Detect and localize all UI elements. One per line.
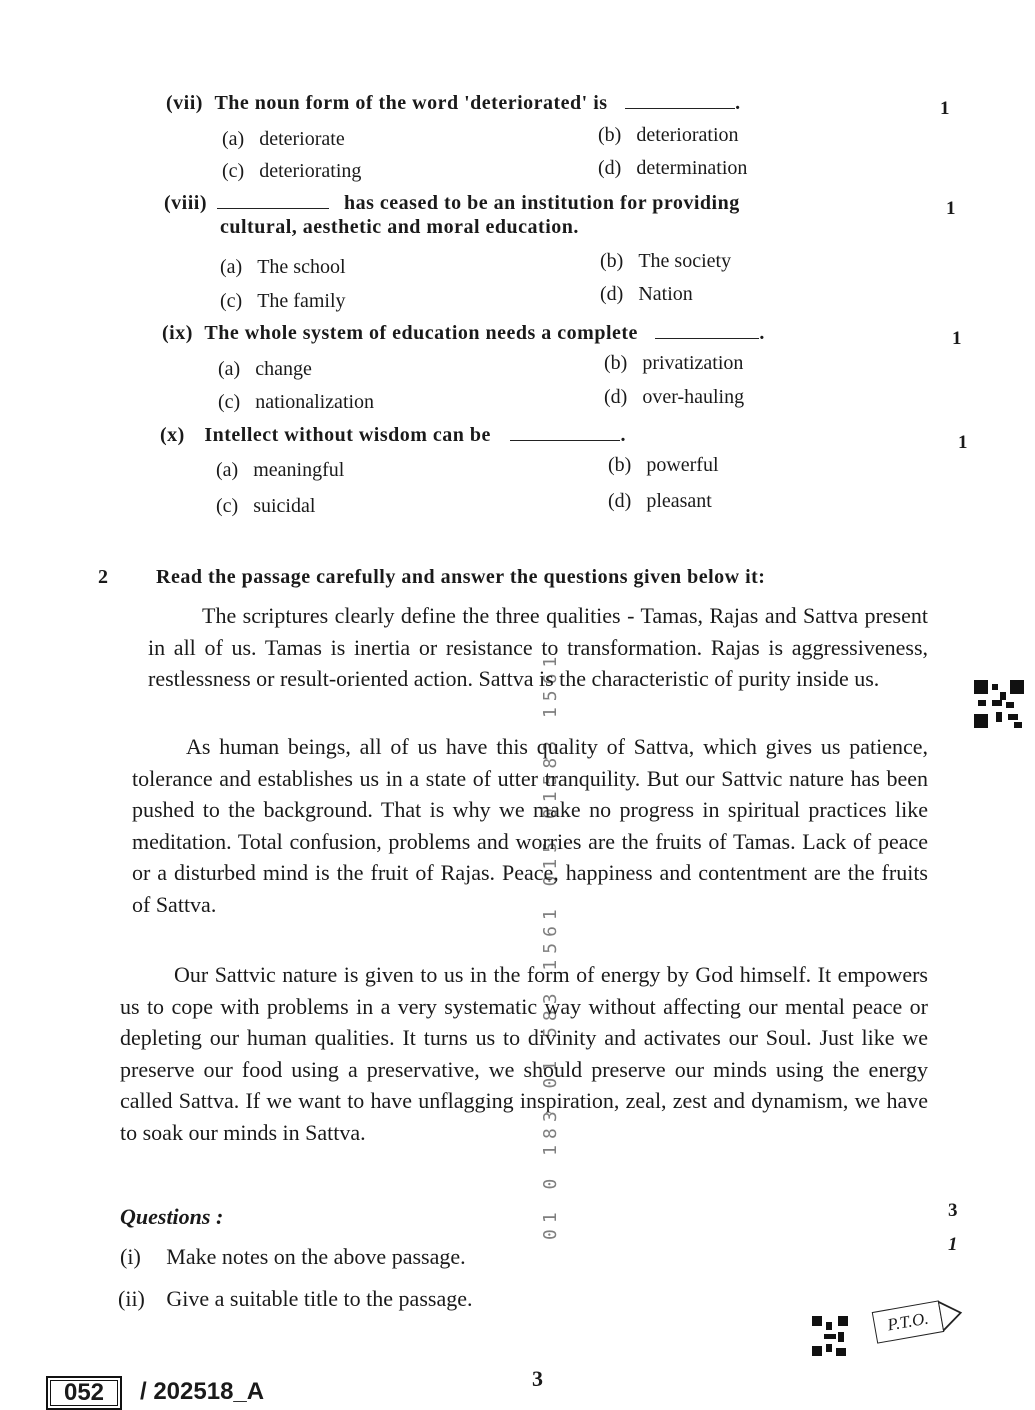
passage xyxy=(120,959,928,1148)
question-stem: has ceased to be an institution for providing xyxy=(344,192,740,214)
marks: 3 xyxy=(948,1200,958,1221)
marks: 1 xyxy=(948,1234,958,1255)
question-2-number: 2 xyxy=(98,566,109,588)
option-d: (d) pleasant xyxy=(608,490,712,512)
option-a: (a) meaningful xyxy=(216,459,345,481)
passage xyxy=(132,731,928,920)
option-b: (b) privatization xyxy=(604,352,744,374)
page-number: 3 xyxy=(532,1366,543,1391)
marks: 1 xyxy=(958,432,968,453)
sub-question-number: (i) xyxy=(120,1244,141,1269)
question-stem: Intellect without wisdom can be xyxy=(204,424,491,446)
question-ix xyxy=(162,322,765,345)
question-number: (viii) xyxy=(164,192,207,214)
option-b: (b) deterioration xyxy=(598,124,739,146)
option-c: (c) deteriorating xyxy=(222,160,362,182)
option-b: (b) powerful xyxy=(608,454,719,476)
passage-paragraph-1: The scriptures clearly define the three qualities - Tamas, Rajas and Sattva present in all of us. Tamas is inertia or resistance to transformation. Rajas is aggressiveness, restlessness or result-oriented action. Sattva is the characteristic of purity inside us. xyxy=(148,603,928,691)
option-a: (a) The school xyxy=(220,256,346,278)
question-number: (ix) xyxy=(162,322,193,344)
option-c: (c) suicidal xyxy=(216,495,316,517)
option-d: (d) over-hauling xyxy=(604,386,745,408)
qr-code-icon xyxy=(812,1316,848,1358)
option-a: (a) change xyxy=(218,358,312,380)
marks: 1 xyxy=(946,198,956,219)
stem-end: . xyxy=(620,424,626,446)
option-a: (a) deteriorate xyxy=(222,128,345,150)
option-b: (b) The society xyxy=(600,250,732,272)
question-x xyxy=(160,424,626,447)
question-vii xyxy=(166,92,741,115)
pto-label: P.T.O. xyxy=(885,1308,930,1335)
passage-paragraph-3: Our Sattvic nature is given to us in the form of energy by God himself. It empowers us to cope with problems in a very systematic way without affecting our mental peace or depleting our human qualities. It turns us to divinity and activates our Soul. Just like we preserve our food using a preservative, we should preserve our minds using the energy called Sattva. If we want to have unflagging inspiration, zeal, zest and dynamism, we have to soak our minds in Sattva. xyxy=(120,962,928,1145)
sub-question-text: Give a suitable title to the passage. xyxy=(166,1286,473,1311)
pto-arrow xyxy=(872,1300,945,1343)
option-d: (d) Nation xyxy=(600,283,693,305)
answer-blank xyxy=(217,208,329,209)
question-stem: The whole system of education needs a complete xyxy=(204,322,638,344)
question-number: (vii) xyxy=(166,92,203,114)
stem-end: . xyxy=(759,322,765,344)
qr-code-icon xyxy=(974,680,1024,728)
serial-watermark: 01 0 183 01 583 1561 015 01583 1561 xyxy=(540,650,561,1240)
question-viii xyxy=(164,192,740,215)
passage-paragraph-2: As human beings, all of us have this quality of Sattva, which gives us patience, tolerance and establishes us in a state of utter tranquility. But our Sattvic nature has been pushed to the background. That is why we make no progress in spiritual practices like meditation. Total confusion, problems and worries are the fruits of Tamas. Lack of peace or a disturbed mind is the fruit of Rajas. Peace, happiness and contentment are the fruits of Sattva. xyxy=(132,734,928,917)
questions-heading: Questions : xyxy=(120,1204,224,1229)
paper-code: 052 xyxy=(63,1379,105,1406)
marks: 1 xyxy=(940,98,950,119)
stem-end: . xyxy=(735,92,741,114)
series-code: / 202518_A xyxy=(140,1378,265,1405)
question-number: (x) xyxy=(160,424,185,446)
option-d: (d) determination xyxy=(598,157,748,179)
paper-code-box xyxy=(46,1376,122,1410)
marks: 1 xyxy=(952,328,962,349)
answer-blank xyxy=(510,440,620,441)
question-stem-line2: cultural, aesthetic and moral education. xyxy=(220,216,579,238)
sub-question-text: Make notes on the above passage. xyxy=(166,1244,466,1269)
sub-question-i xyxy=(120,1244,466,1270)
question-2-instruction: Read the passage carefully and answer the questions given below it: xyxy=(156,566,766,588)
option-c: (c) The family xyxy=(220,290,346,312)
sub-question-ii xyxy=(118,1286,472,1312)
question-stem: The noun form of the word 'deteriorated' is xyxy=(214,92,608,114)
passage xyxy=(148,600,928,695)
answer-blank xyxy=(625,108,735,109)
option-c: (c) nationalization xyxy=(218,391,375,413)
answer-blank xyxy=(655,338,759,339)
sub-question-number: (ii) xyxy=(118,1286,145,1311)
